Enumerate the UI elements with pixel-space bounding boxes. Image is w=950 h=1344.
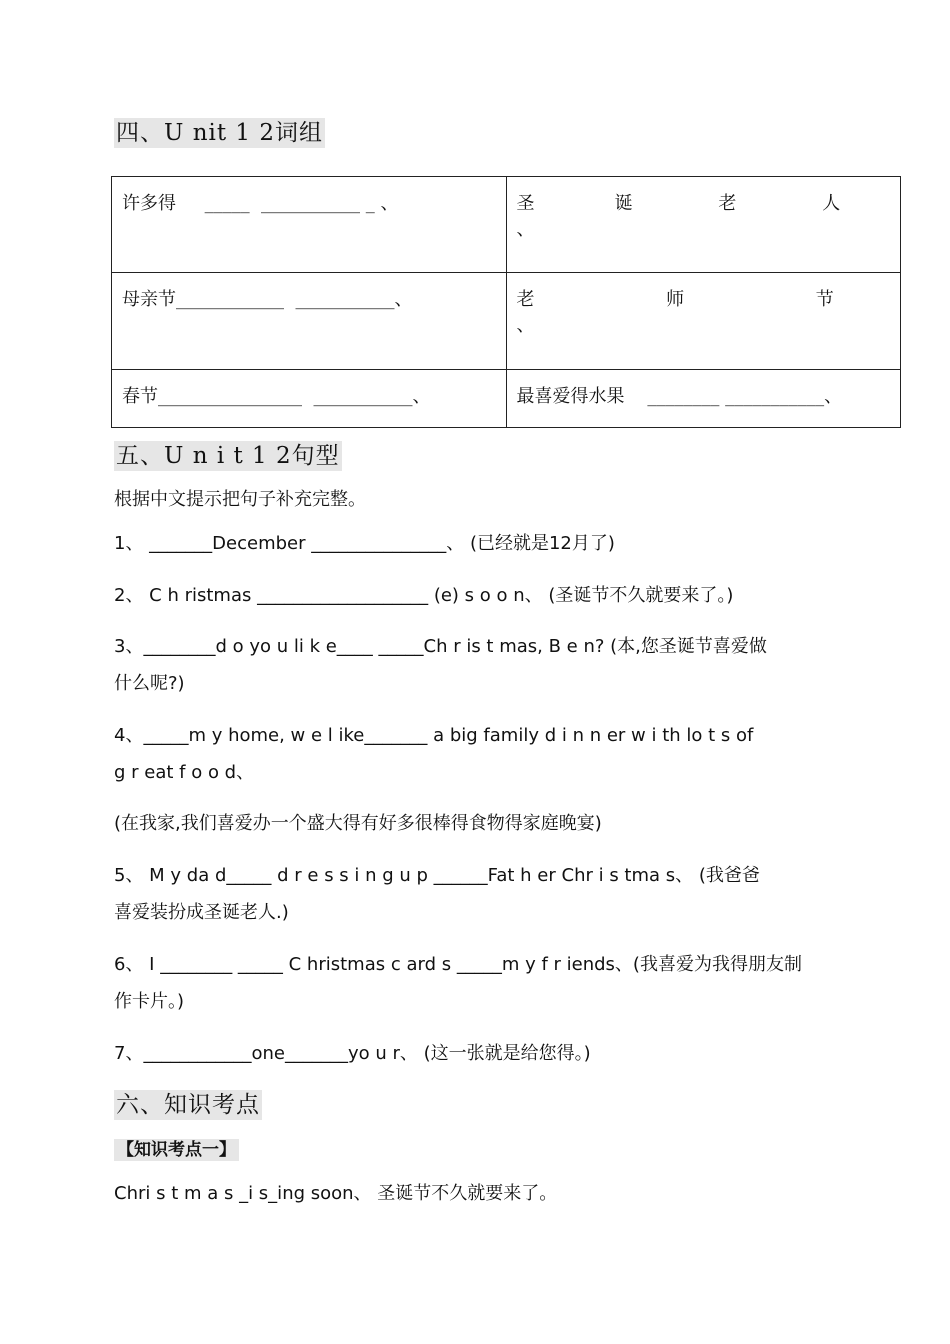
sentence-line: 作卡片。) xyxy=(114,991,185,1012)
example-sentence: Chri s t m a s _i s_ing soon、 圣诞节不久就要来了。 xyxy=(114,1183,558,1204)
sentence-line: 4、_____m y home, w e l ike_______ a big family d i n n er w i th lo t s of xyxy=(114,725,754,746)
table-row xyxy=(112,370,901,428)
vocab-cell: 圣 诞 老 人 、 xyxy=(506,177,901,273)
sentence-line: 喜爱装扮成圣诞老人.) xyxy=(114,902,289,923)
sentence-line: g r eat f o o d、 xyxy=(114,762,255,783)
section6-heading: 六、知识考点 xyxy=(116,1092,260,1118)
vocab-cell: 最喜爱得水果 ________ ___________、 xyxy=(506,370,901,428)
sentence-line: 7、____________one_______yo u r、 (这一张就是给您得。) xyxy=(114,1043,591,1064)
vocab-table xyxy=(111,176,901,428)
table-row xyxy=(112,273,901,370)
vocab-cell: 许多得 _____ ___________ _ 、 xyxy=(112,177,507,273)
knowledge-point-tag: 【知识考点一】 xyxy=(114,1139,239,1161)
sentence-line: (在我家,我们喜爱办一个盛大得有好多很棒得食物得家庭晚宴) xyxy=(114,813,602,834)
vocab-cell: 母亲节____________ ___________、 xyxy=(112,273,507,370)
table-row xyxy=(112,177,901,273)
instruction-text: 根据中文提示把句子补充完整。 xyxy=(114,489,366,510)
section5-heading: 五、U n i t 1 2句型 xyxy=(116,443,340,469)
sentence-line: 2、 C h ristmas ___________________ (e) s o o n、 (圣诞节不久就要来了。) xyxy=(114,585,734,606)
sentence-line: 3、________d o yo u li k e____ _____Ch r is t mas, B e n? (本,您圣诞节喜爱做 xyxy=(114,636,767,657)
vocab-cell: 春节________________ ___________、 xyxy=(112,370,507,428)
sentence-line: 5、 M y da d_____ d r e s s i n g u p ______Fat h er Chr i s tma s、 (我爸爸 xyxy=(114,865,760,886)
section4-heading: 四、U nit 1 2词组 xyxy=(116,120,323,146)
sentence-line: 1、 _______December _______________、 (已经就是12月了) xyxy=(114,533,615,554)
vocab-cell: 老 师 节 、 xyxy=(506,273,901,370)
sentence-line: 什么呢?) xyxy=(114,673,185,694)
sentence-line: 6、 I ________ _____ C hristmas c ard s _____m y f r iends、(我喜爱为我得朋友制 xyxy=(114,954,802,975)
